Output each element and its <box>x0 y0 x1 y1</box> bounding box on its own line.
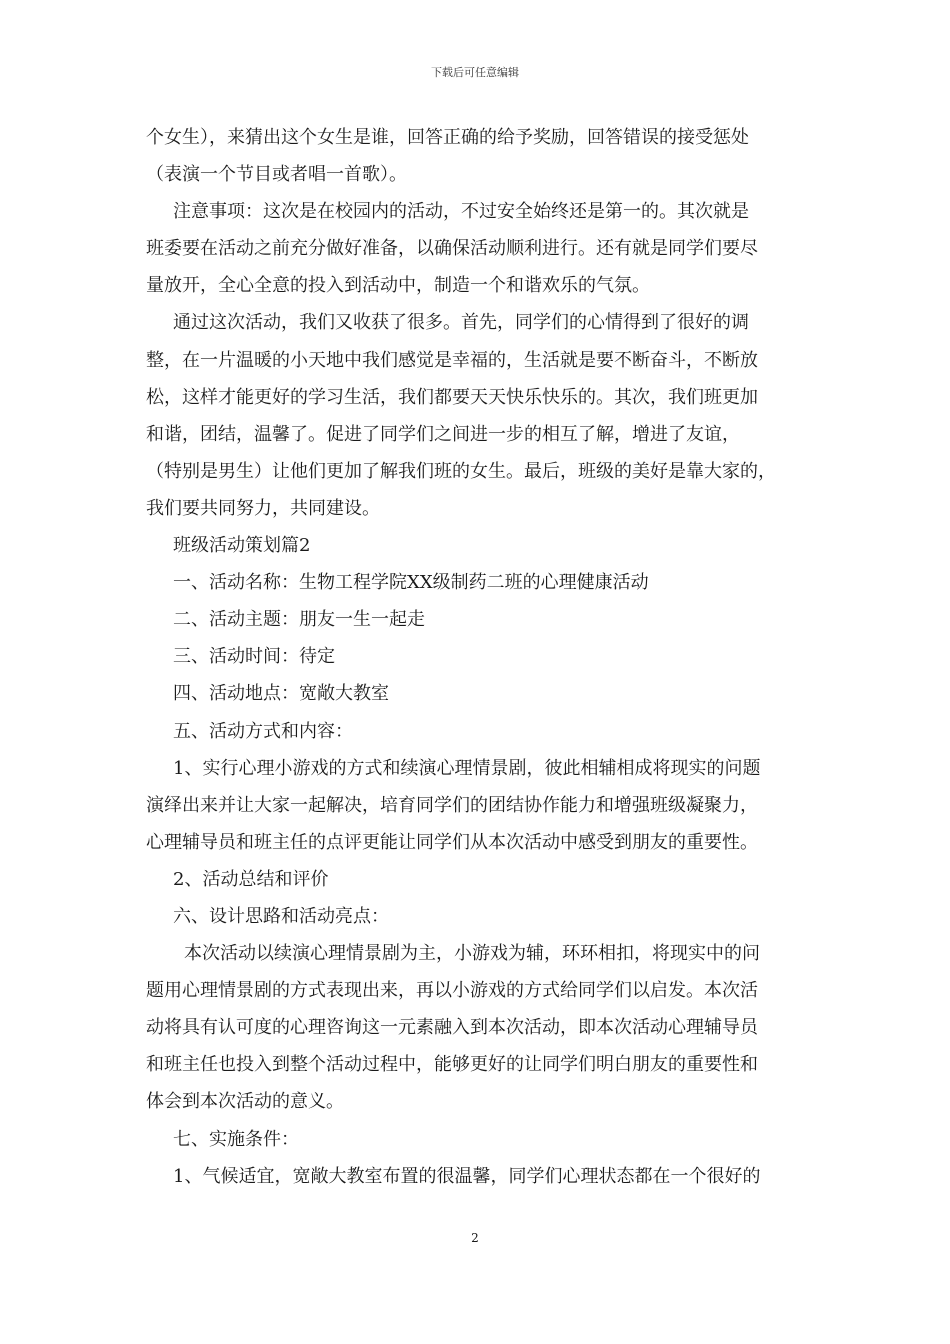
text-line: 松，这样才能更好的学习生活，我们都要天天快乐快乐的。其次，我们班更加 <box>146 386 758 408</box>
text-line: 四、活动地点：宽敞大教室 <box>173 683 389 705</box>
text-line: 一、活动名称：生物工程学院XX级制药二班的心理健康活动 <box>173 572 649 594</box>
text-line: 和谐，团结，温馨了。促进了同学们之间进一步的相互了解，增进了友谊， <box>146 423 740 445</box>
text-line: 七、实施条件： <box>173 1128 299 1150</box>
page-number: 2 <box>471 1231 479 1245</box>
text-line: （特别是男生）让他们更加了解我们班的女生。最后，班级的美好是靠大家的， <box>146 460 776 482</box>
text-line: 我们要共同努力，共同建设。 <box>146 497 380 519</box>
text-line: 二、活动主题：朋友一生一起走 <box>173 609 425 631</box>
text-line: 三、活动时间：待定 <box>173 646 335 668</box>
text-line: 1、气候适宜，宽敞大教室布置的很温馨，同学们心理状态都在一个很好的 <box>173 1165 761 1187</box>
text-line: 2、活动总结和评价 <box>173 868 329 890</box>
text-line: 体会到本次活动的意义。 <box>146 1091 344 1113</box>
text-line: 和班主任也投入到整个活动过程中，能够更好的让同学们明白朋友的重要性和 <box>146 1054 758 1076</box>
text-line: 动将具有认可度的心理咨询这一元素融入到本次活动，即本次活动心理辅导员 <box>146 1017 758 1039</box>
text-line: 六、设计思路和活动亮点： <box>173 905 389 927</box>
text-line: 注意事项：这次是在校园内的活动，不过安全始终还是第一的。其次就是 <box>173 201 749 223</box>
text-line: 题用心理情景剧的方式表现出来，再以小游戏的方式给同学们以启发。本次活 <box>146 980 758 1002</box>
page-header: 下载后可任意编辑 <box>431 66 519 79</box>
text-line: 本次活动以续演心理情景剧为主，小游戏为辅，环环相扣，将现实中的问 <box>184 943 760 965</box>
text-line: 整，在一片温暖的小天地中我们感觉是幸福的，生活就是要不断奋斗，不断放 <box>146 349 758 371</box>
text-line: 心理辅导员和班主任的点评更能让同学们从本次活动中感受到朋友的重要性。 <box>146 831 758 853</box>
text-line: 班级活动策划篇2 <box>173 535 311 557</box>
text-line: 五、活动方式和内容： <box>173 720 353 742</box>
text-line: 通过这次活动，我们又收获了很多。首先，同学们的心情得到了很好的调 <box>173 312 749 334</box>
text-line: 班委要在活动之前充分做好准备，以确保活动顺利进行。还有就是同学们要尽 <box>146 238 758 260</box>
text-line: 量放开，全心全意的投入到活动中，制造一个和谐欢乐的气氛。 <box>146 275 650 297</box>
document-body <box>146 119 816 1195</box>
text-line: 个女生），来猜出这个女生是谁，回答正确的给予奖励，回答错误的接受惩处 <box>146 127 749 148</box>
text-line: 1、实行心理小游戏的方式和续演心理情景剧，彼此相辅相成将现实的问题 <box>173 757 761 779</box>
text-line: 演绎出来并让大家一起解决，培育同学们的团结协作能力和增强班级凝聚力， <box>146 794 758 816</box>
text-line: （表演一个节目或者唱一首歌）。 <box>146 164 407 186</box>
